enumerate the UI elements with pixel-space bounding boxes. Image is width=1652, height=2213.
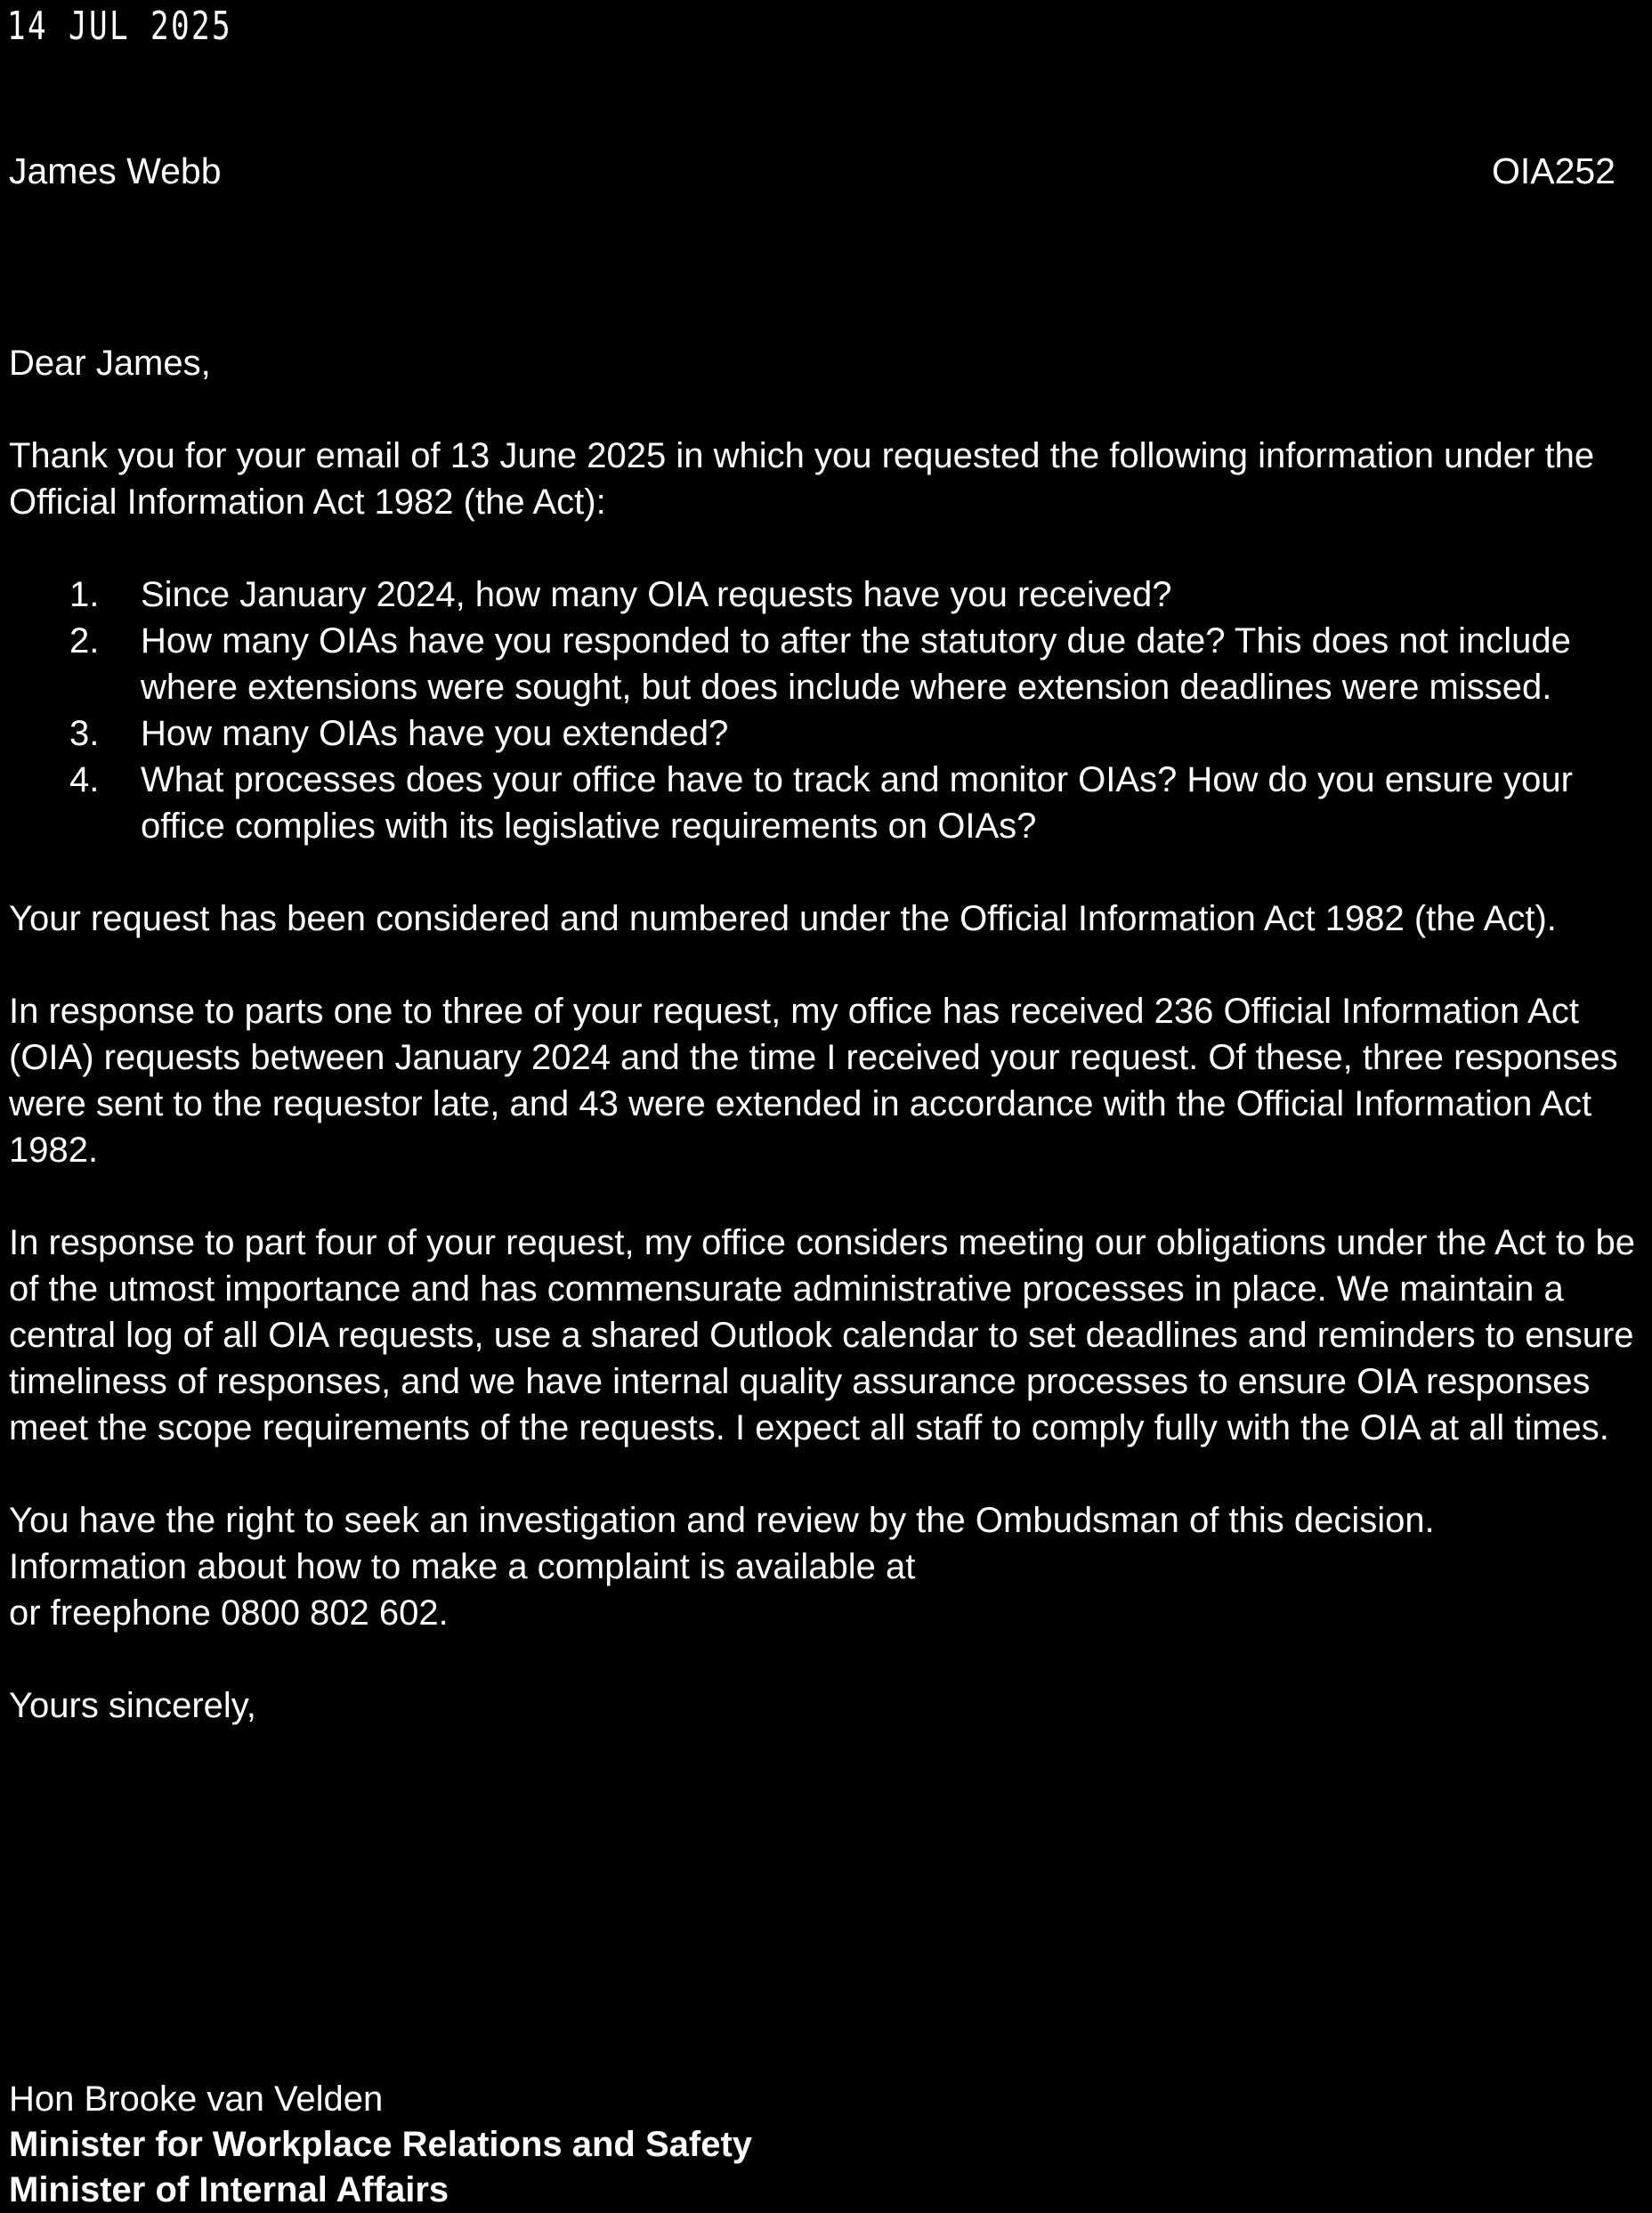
addressee-name: James Webb [9, 150, 222, 191]
signature-block [9, 2077, 752, 2213]
question-text: How many OIAs have you responded to after the statutory due date? This does not include where extensions were sought, but does include where extension deadlines were missed. [141, 621, 1571, 707]
question-text: How many OIAs have you extended? [141, 714, 729, 753]
signatory-title-1: Minister for Workplace Relations and Safety [9, 2125, 753, 2164]
considered-paragraph: Your request has been considered and numbered under the Official Information Act 1982 (the Act). [9, 899, 1557, 938]
ombudsman-line-1: You have the right to seek an investigation and review by the Ombudsman of this decision. [9, 1501, 1435, 1540]
list-item [9, 618, 1647, 710]
intro-paragraph: Thank you for your email of 13 June 2025 in which you requested the following information under the Official Information Act 1982 (the Act): [9, 436, 1595, 522]
list-item [9, 571, 1647, 618]
question-number: 1. [69, 575, 100, 614]
response-parts-one-to-three: In response to parts one to three of your request, my office has received 236 Official Information Act (OIA) requests between January 2024 and the time I received your request. Of these, three responses were sent to the requestor late, and 43 were extended in accordance with the Official Information Act 1982. [9, 992, 1618, 1170]
ombudsman-line-2: Information about how to make a complaint is available at [9, 1547, 916, 1586]
reference-number: OIA252 [1491, 150, 1616, 191]
salutation: Dear James, [9, 344, 211, 383]
list-item [9, 710, 1647, 757]
question-number: 3. [69, 714, 100, 753]
closing: Yours sincerely, [9, 1686, 256, 1725]
question-text: Since January 2024, how many OIA requests have you received? [141, 575, 1172, 614]
signatory-name: Hon Brooke van Velden [9, 2079, 384, 2119]
ombudsman-paragraph [9, 1497, 1647, 1636]
letter-body [9, 340, 1647, 1775]
question-number: 4. [69, 760, 100, 799]
list-item [9, 757, 1647, 849]
ombudsman-line-3: or freephone 0800 802 602. [9, 1593, 449, 1633]
signatory-title-2: Minister of Internal Affairs [9, 2170, 449, 2209]
question-text: What processes does your office have to track and monitor OIAs? How do you ensure your office complies with its legislative requirements on OIAs? [141, 760, 1573, 846]
response-part-four: In response to part four of your request, my office considers meeting our obligations under the Act to be of the utmost importance and has commensurate administrative processes in place. We maintain a central log of all OIA requests, use a shared Outlook calendar to set deadlines and reminders to ensure timeliness of responses, and we have internal quality assurance processes to ensure OIA responses meet the scope requirements of the requests. I expect all staff to comply fully with the OIA at all times. [9, 1223, 1635, 1447]
question-number: 2. [69, 621, 100, 661]
question-list [9, 571, 1647, 849]
date-stamp: 14 JUL 2025 [7, 4, 233, 49]
